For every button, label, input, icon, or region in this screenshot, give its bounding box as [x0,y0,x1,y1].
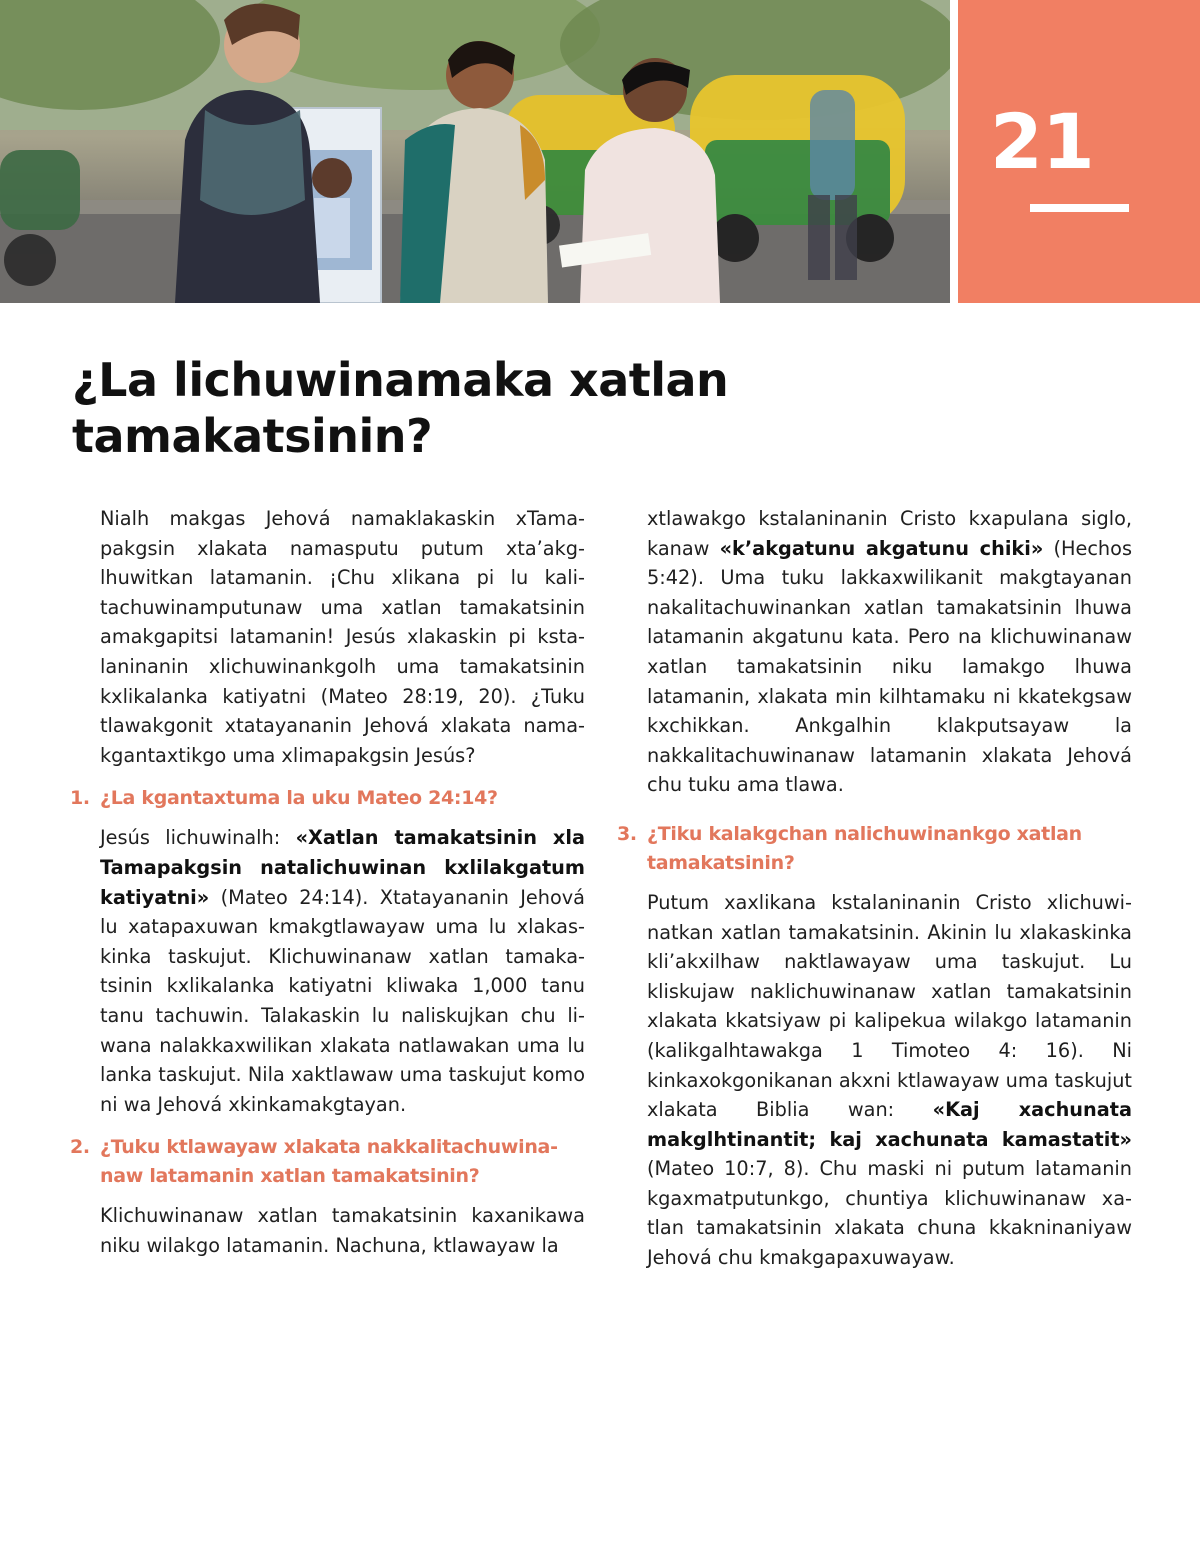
section-1-question-text: ¿La kgantaxtuma la uku Mateo 24:14? [100,787,498,810]
section-2-number: 2. [70,1136,90,1159]
section-3-question-text: ¿Tiku kalakgchan nalichuwinankgo xatlan tamakatsinin? [647,822,1082,874]
lesson-number-underline [1030,204,1129,212]
section-1-text-start: Jesús lichuwinalh: [100,826,296,850]
section-3-scripture-quote: «Kaj xachunata makglhtinantit; kaj xachunata kamastatit» [647,1098,1132,1151]
page-title-line-1: ¿La lichuwinamaka xatlan [72,353,729,407]
section-2-text-start: Klichuwinanaw xatlan tamakatsinin kaxanikawa niku wilakgo latamanin. Nachuna, ktlawayaw la [100,1204,585,1257]
section-2-text-end: (Hechos 5:42). Uma tuku lakkaxwilikanit makgtayanan nakalitachuwinankan xatlan tamakatsinin lhuwa latamanin akgatunu kata. Pero na klichuwinanaw xatlan tamakatsinin niku lamakgo lhuwa latamanin, xlakata min kilhtamaku ni kkatekgsaw kxchikkan. Ankgalhin klakputsayaw la nakkalitachuwinanaw latamanin xlakata Jehová chu tuku ama tlawa. [647,536,1132,797]
section-2-text-continued: xtlawakgo kstalaninanin Cristo kxapulana siglo, kanaw [647,507,1132,560]
section-2-scripture-quote: «k’akgatunu akgatunu chiki» [719,536,1044,560]
street-scene-illustration [0,0,950,303]
page-title-line-2: tamakatsinin? [72,409,433,463]
lesson-number-box [958,0,1200,303]
section-2-question [70,1133,585,1191]
section-3-question [617,820,1132,878]
section-1-paragraph [70,823,585,1119]
section-1-scripture-quote: «Xatlan tamakatsinin xla Tamapakgsin natalichuwinan kxlilakgatum katiyatni» [100,826,585,909]
section-3-paragraph [617,888,1132,1273]
header-photo [0,0,950,303]
section-2-paragraph [70,1201,585,1260]
section-1-question [70,784,585,813]
section-2-paragraph-continued [617,504,1132,800]
intro-paragraph: Nialh makgas Jehová namaklakaskin xTamapakgsin xlakata namasputu putum xta’akglhuwitkan latamanin. ¡Chu xlikana pi lu kalitachuwinamputunaw uma xatlan tamakatsinin amakgapitsi latamanin! Jesús xlakaskin pi kstalaninanin xlichuwinankgolh uma tamakatsinin kxlikalanka katiyatni (Mateo 28:19, 20). ¿Tuku tlawakgonit xtatayananin Jehová xlakata namakgantaxtikgo uma xlimapakgsin Jesús? [100,507,585,767]
section-3-number: 3. [617,822,637,845]
left-column [70,504,585,1260]
section-1-text-end: (Mateo 24:14). Xtatayananin Jehová lu xatapaxuwan kmakgtlawayaw uma lu xlakaskinka taskujut. Klichuwinanaw xatlan tamakatsinin kxlikalanka katiyatni kliwaka 1,000 tanu tanu tachuwin. Talakaskin lu naliskujkan chu liwana nalakkaxwilikan xlakata natlawakan uma lu lanka taskujut. Nila xaktlawaw uma taskujut komo ni wa Jehová xkinkamakgtayan. [100,885,585,1116]
section-3-text-end: (Mateo 10:7, 8). Chu maski ni putum latamanin kgaxmatputunkgo, chuntiya klichuwinanaw xatlan tamakatsinin xlakata chuna kkakninaniyaw Jehová chu kmakgapaxuwayaw. [647,1157,1132,1270]
right-column [617,504,1132,1287]
lesson-number: 21 [990,97,1094,186]
page-title [72,352,972,464]
section-2-question-text: ¿Tuku ktlawayaw xlakata nakkalitachuwinanaw latamanin xatlan tamakatsinin? [100,1136,558,1188]
section-1-number: 1. [70,787,90,810]
section-3-text-start: Putum xaxlikana kstalaninanin Cristo xlichuwinatkan xatlan tamakatsinin. Akinin lu xlakaskinka kli’akxilhaw naktlawayaw uma taskujut. Lu kliskujaw naklichuwinanaw xatlan tamakatsinin xlakata kkatsiyaw pi kalipekua wilakgo latamanin (kalikgalhtawakga 1 Timoteo 4: 16). Ni kinkaxokgonikanan akxni ktlawayaw uma taskujut xlakata Biblia wan: [647,890,1132,1122]
